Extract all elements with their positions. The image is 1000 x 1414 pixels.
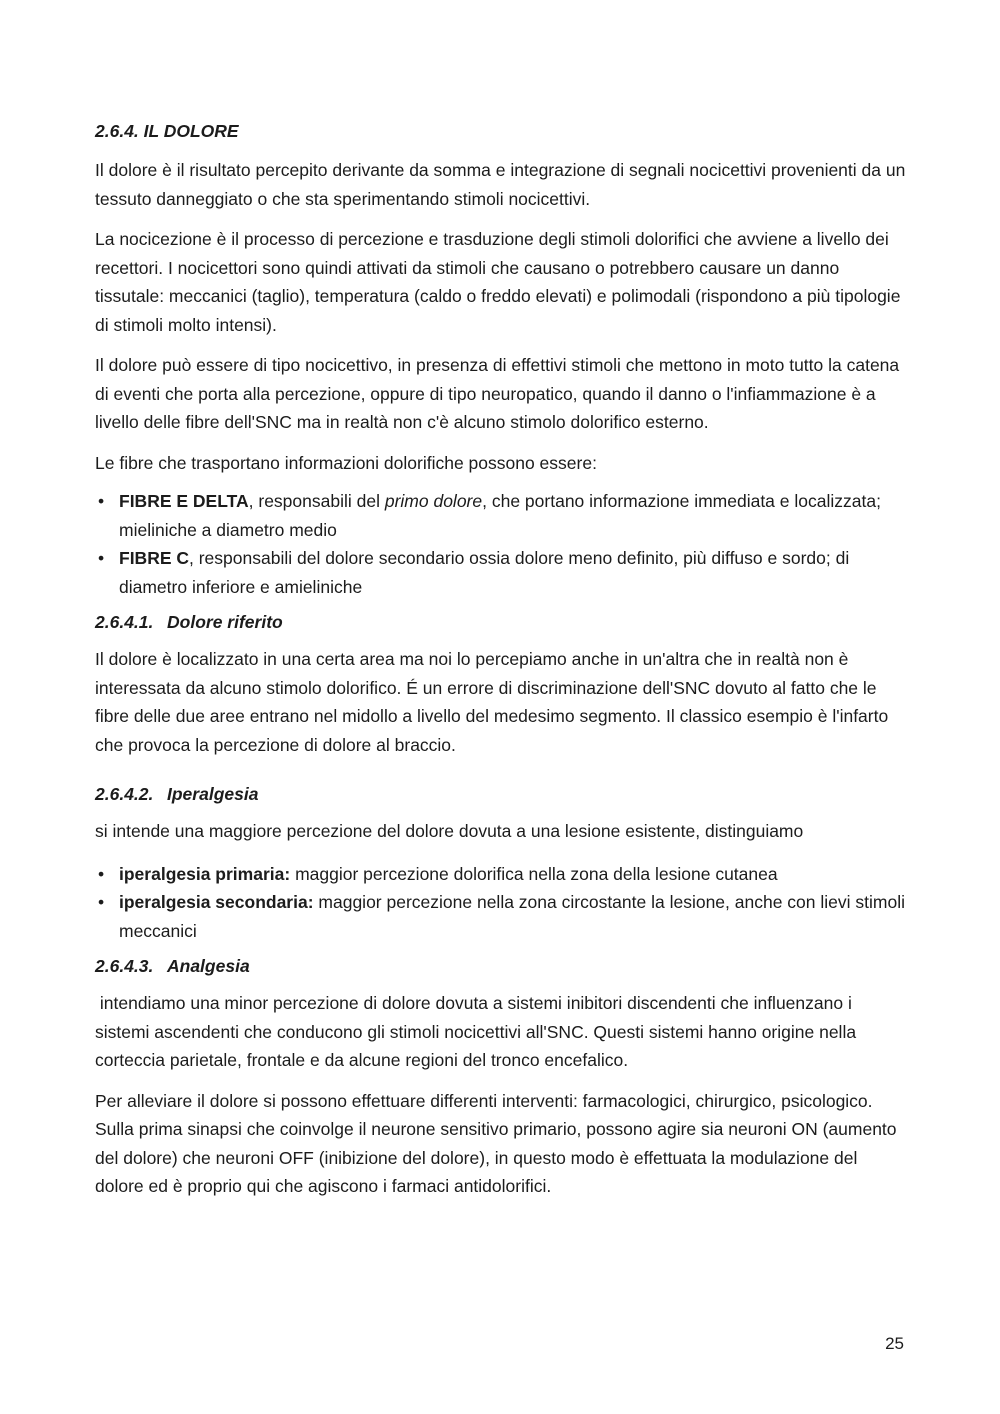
iperalgesia-list [95,860,910,946]
page-content [95,118,910,1213]
paragraph-analgesia: intendiamo una minor percezione di dolore dovuta a sistemi inibitori discendenti che influenzano i sistemi ascendenti che conducono gli stimoli nocicettivi all'SNC. Questi sistemi hanno origine nella corteccia parietale, frontale e da alcune regioni del tronco encefalico. [95,993,861,1070]
fibre-e-delta-text-a: , responsabili del [248,491,385,511]
list-item-fibre-c [95,544,910,601]
fibre-list [95,487,910,601]
bullet-icon: • [98,491,105,511]
bullet-icon: • [98,548,105,568]
fibre-e-delta-text-b: , che portano informazione immediata e localizzata; mieliniche a diametro medio [119,491,881,540]
term-iperalgesia-primaria: iperalgesia primaria: [119,863,291,884]
paragraph-tipi-dolore: Il dolore può essere di tipo nocicettivo, in presenza di effettivi stimoli che mettono in moto tutto la catena di eventi che porta alla percezione, oppure di tipo neuropatico, quando il danno o l'infiammazione è a livello delle fibre dell'SNC ma in realtà non c'è alcuno stimolo dolorifico esterno. [95,355,900,432]
subsection-title: Dolore riferito [167,612,283,632]
bullet-icon: • [98,863,105,884]
paragraph-fibre-intro: Le fibre che trasportano informazioni dolorifiche possono essere: [95,452,597,473]
subsection-heading-iperalgesia [95,781,910,807]
iperalgesia-primaria-text: maggior percezione dolorifica nella zona della lesione cutanea [290,863,778,884]
subsection-number: 2.6.4.1. [95,612,154,632]
subsection-title: Analgesia [167,956,250,976]
paragraph-interventi: Per alleviare il dolore si possono effettuare differenti interventi: farmacologici, chirurgico, psicologico. Sulla prima sinapsi che coinvolge il neurone sensitivo primario, possono agire sia neuroni ON (aumento del dolore) che neuroni OFF (inibizione del dolore), in questo modo è effettuata la modulazione del dolore ed è proprio qui che agiscono i farmaci antidolorifici. [95,1090,897,1196]
subsection-title: Iperalgesia [167,784,259,804]
paragraph-iperalgesia: si intende una maggiore percezione del dolore dovuta a una lesione esistente, distinguiamo [95,821,804,841]
subsection-number: 2.6.4.3. [95,956,154,976]
section-heading: 2.6.4. IL DOLORE [95,121,239,141]
list-item-iperalgesia-primaria [95,860,910,889]
fibre-c-text: , responsabili del dolore secondario ossia dolore meno definito, più diffuso e sordo; di diametro inferiore e amieliniche [119,548,850,597]
paragraph-definition: Il dolore è il risultato percepito derivante da somma e integrazione di segnali nocicettivi provenienti da un tessuto danneggiato o che sta sperimentando stimoli nocicettivi. [95,160,906,209]
term-primo-dolore: primo dolore [384,491,483,511]
term-fibre-c: FIBRE C [119,548,189,568]
page-number: 25 [885,1334,904,1353]
subsection-heading-analgesia [95,953,910,979]
bullet-icon: • [98,892,105,912]
subsection-heading-dolore-riferito [95,609,910,635]
list-item-iperalgesia-secondaria [95,888,910,945]
term-iperalgesia-secondaria: iperalgesia secondaria: [119,892,314,912]
list-item-fibre-e-delta [95,487,910,544]
paragraph-dolore-riferito: Il dolore è localizzato in una certa area ma noi lo percepiamo anche in un'altra che in realtà non è interessata da alcuno stimolo dolorifico. É un errore di discriminazione dell'SNC dovuto al fatto che le fibre delle due aree entrano nel midollo a livello del medesimo segmento. Il classico esempio è l'infarto che provoca la percezione di dolore al braccio. [95,649,889,755]
term-fibre-e-delta: FIBRE E DELTA [119,491,249,511]
paragraph-nocicezione: La nocicezione è il processo di percezione e trasduzione degli stimoli dolorifici che avviene a livello dei recettori. I nocicettori sono quindi attivati da stimoli che causano o potrebbero causare un danno tissutale: meccanici (taglio), temperatura (caldo o freddo elevati) e polimodali (rispondono a più tipologie di stimoli molto intensi). [95,229,901,335]
iperalgesia-secondaria-text: maggior percezione nella zona circostante la lesione, anche con lievi stimoli meccanici [119,892,905,941]
subsection-number: 2.6.4.2. [95,784,154,804]
